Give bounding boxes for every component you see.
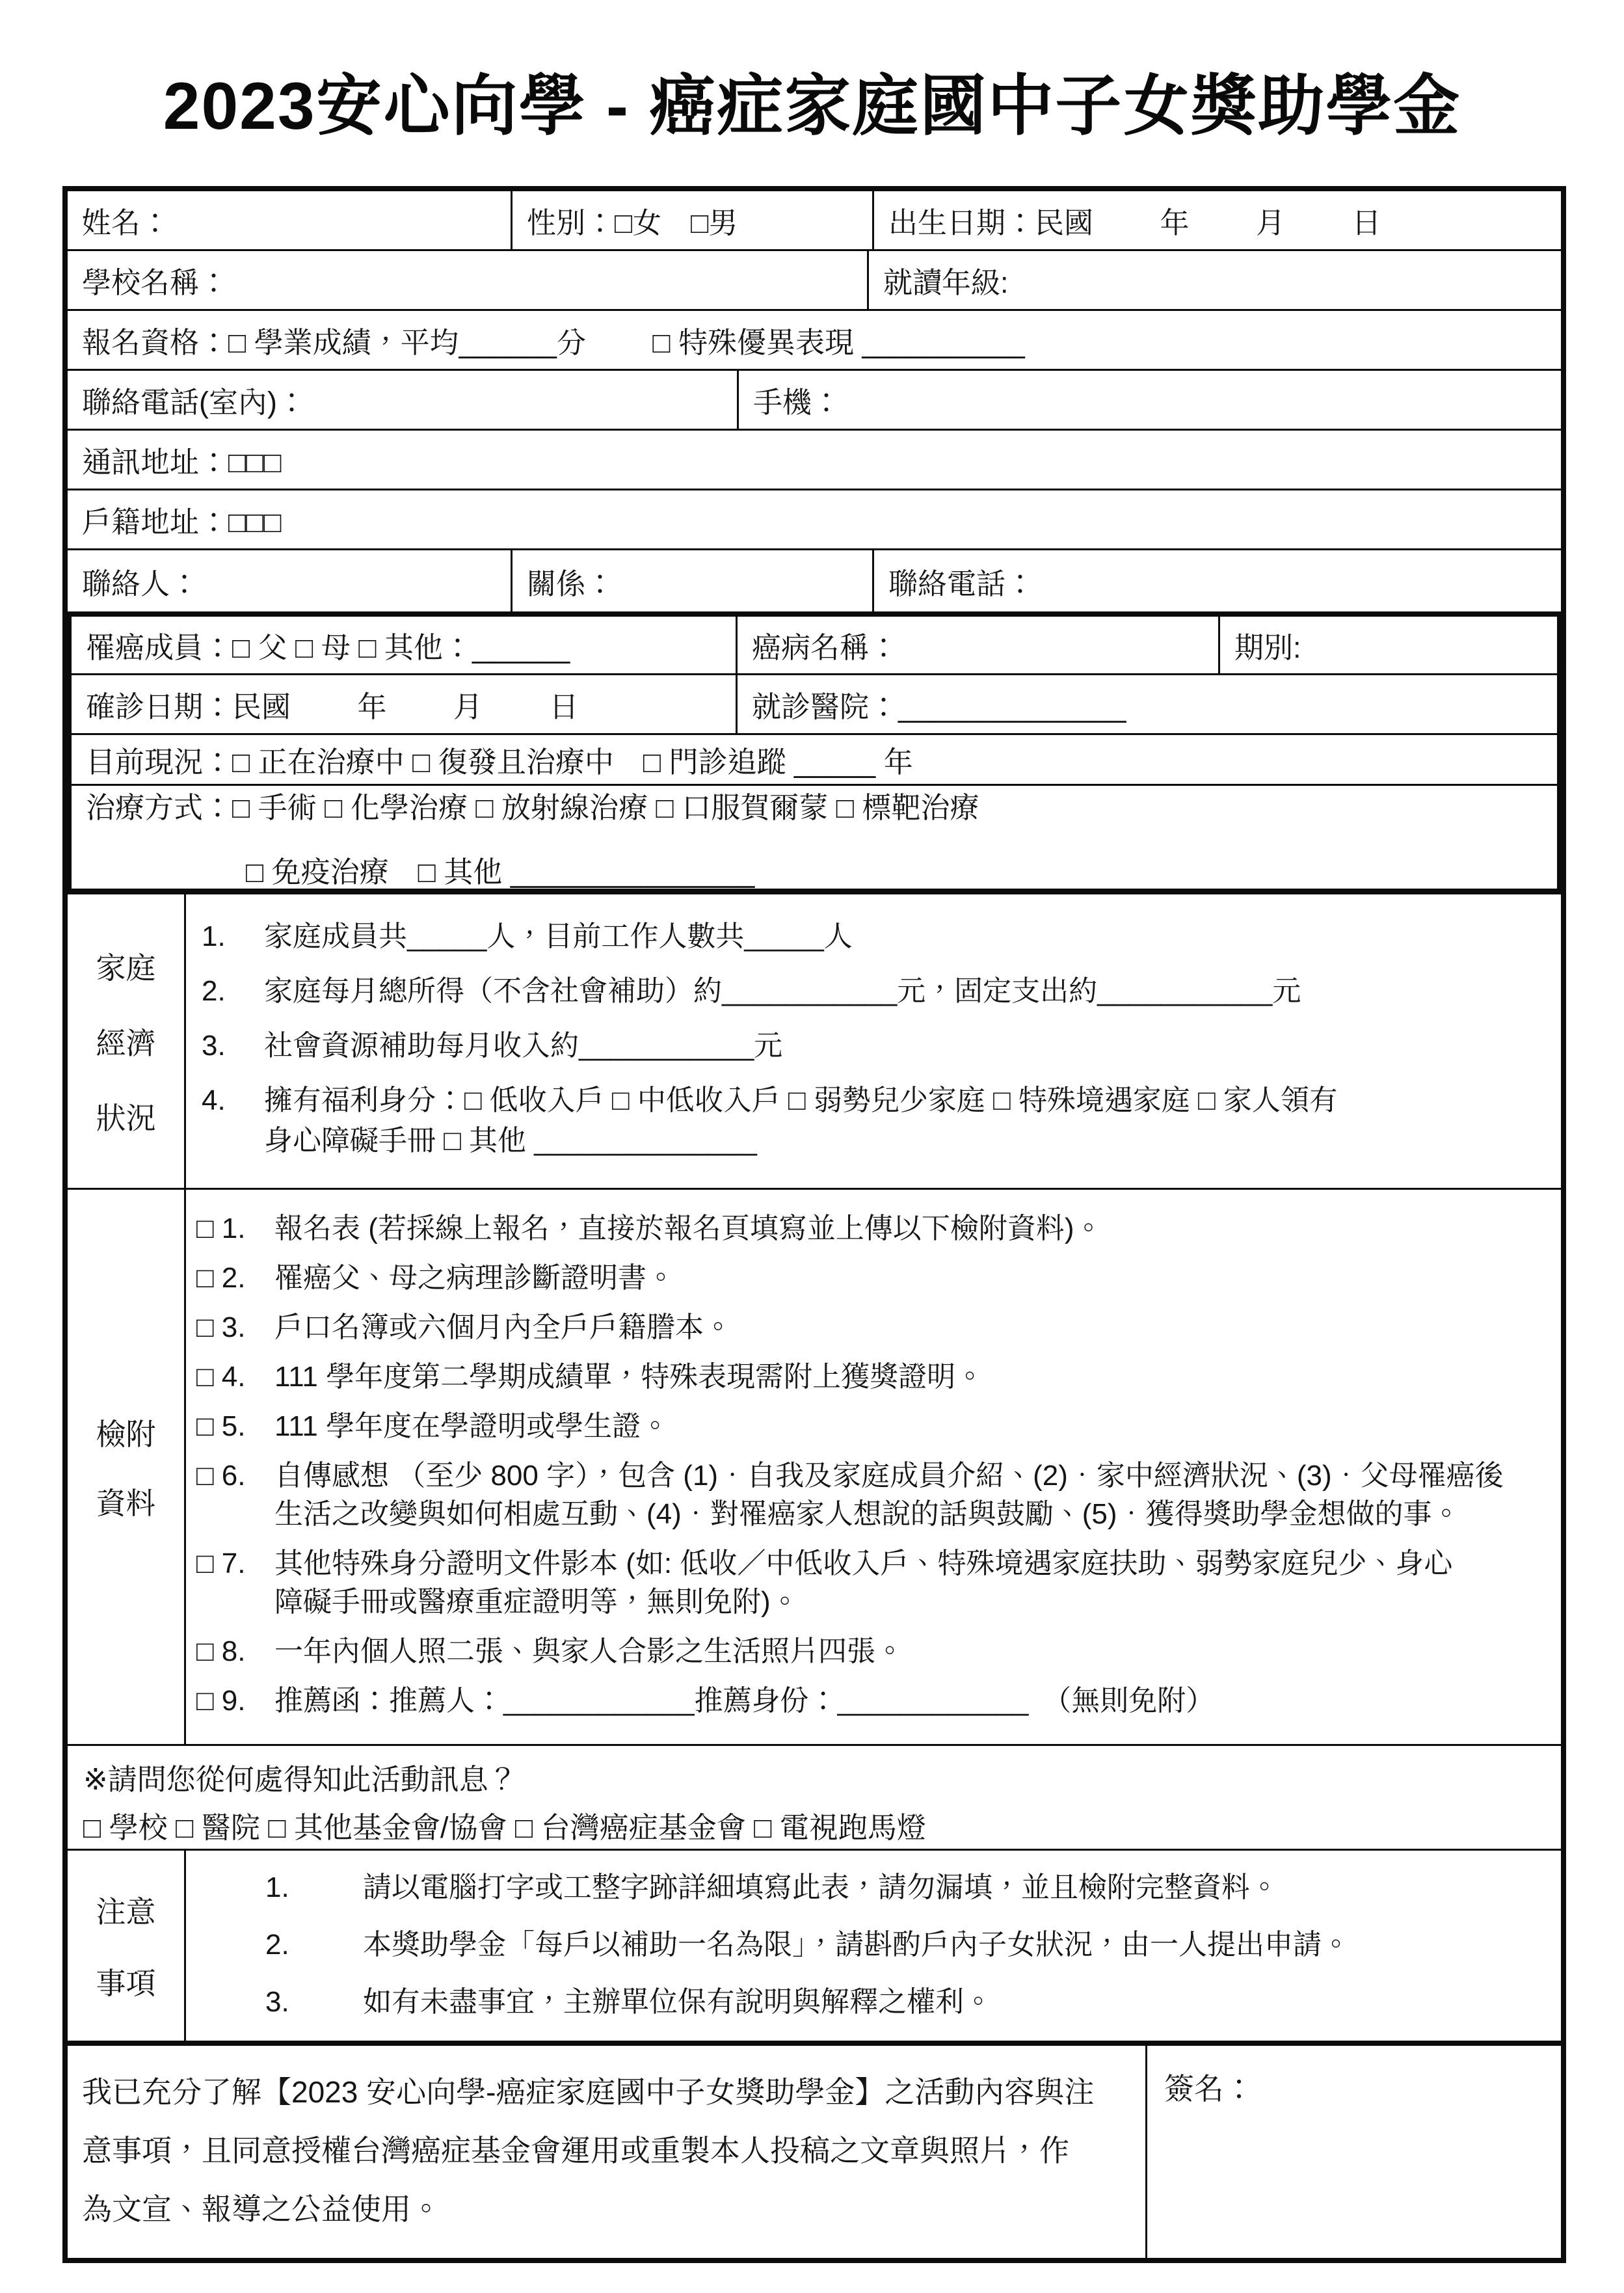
row-cancer-member — [72, 617, 1557, 675]
economy-item-4-lines: 擁有福利身分：□ 低收入戶 □ 中低收入戶 □ 弱勢兒少家庭 □ 特殊境遇家庭 □ 家人領有 身心障礙手冊 □ 其他 ______________ — [264, 1084, 1338, 1157]
home-phone-field: 聯絡電話(室內)： — [68, 371, 739, 429]
row-phone-mobile — [68, 371, 1561, 431]
row-contact — [68, 550, 1561, 611]
notice-label-1: 注意 — [96, 1895, 156, 1929]
row-treatment — [72, 786, 1557, 889]
declaration-text: 我已充分了解【2023 安心向學-癌症家庭國中子女獎助學金】之活動內容與注 意事項，且同意授權台灣癌症基金會運用或重製本人投稿之文章與照片，作 為文宣、報導之公益使用。 — [68, 2046, 1147, 2258]
document-item-3: □ 3. 戶口名簿或六個月內全戶戶籍謄本。 — [196, 1311, 732, 1343]
row-mailing-address — [68, 431, 1561, 490]
family-economy-label-1: 家庭 — [96, 951, 156, 986]
economy-item-3: 3. 社會資源補助每月收入約___________元 — [202, 1030, 783, 1062]
info-source-section — [68, 1746, 1561, 1851]
school-name-field: 學校名稱： — [68, 251, 869, 309]
document-item-4: □ 4. 111 學年度第二學期成績單，特殊表現需附上獲獎證明。 — [196, 1361, 985, 1393]
attached-documents-content — [186, 1190, 1561, 1744]
treatment-line2: □ 免疫治療 □ 其他 _______________ — [246, 855, 755, 889]
treatment-method-field — [72, 786, 1557, 889]
relation-field: 關係： — [512, 550, 874, 611]
treatment-line1: 治療方式：□ 手術 □ 化學治療 □ 放射線治療 □ 口服賀爾蒙 □ 標靶治療 — [86, 791, 979, 824]
mailing-address-field: 通訊地址：□□□ — [82, 446, 282, 479]
form-title: 2023安心向學 - 癌症家庭國中子女獎助學金 — [163, 69, 1461, 143]
economy-item-2: 2. 家庭每月總所得（不含社會補助）約___________元，固定支出約___________元 — [202, 975, 1301, 1007]
gender-field: 性別：□女 □男 — [512, 191, 874, 249]
signature-field: 簽名： — [1164, 2072, 1254, 2106]
cancer-stage-field: 期別: — [1234, 631, 1301, 664]
cancer-name-field: 癌病名稱： — [738, 617, 1220, 673]
info-source-question: ※請問您從何處得知此活動訊息？ — [83, 1763, 518, 1796]
registered-address-field: 戶籍地址：□□□ — [82, 505, 282, 539]
document-item-7-lines: 其他特殊身分證明文件影本 (如: 低收／中低收入戶、特殊境遇家庭扶助、弱勢家庭兒少、身心 障礙手冊或醫療重症證明等，無則免附)。 — [274, 1548, 1453, 1618]
row-current-status — [72, 735, 1557, 786]
notice-item-3: 3. 如有未盡事宜，主辦單位保有說明與解釋之權利。 — [265, 1986, 992, 2018]
info-source-content — [68, 1746, 1561, 1849]
notice-label — [68, 1851, 186, 2041]
info-source-options: □ 學校 □ 醫院 □ 其他基金會/協會 □ 台灣癌症基金會 □ 電視跑馬燈 — [83, 1811, 926, 1844]
qualification-field: 報名資格：□ 學業成績，平均______分 □ 特殊優異表現 __________ — [82, 326, 1025, 359]
document-item-8: □ 8. 一年內個人照二張、與家人合影之生活照片四張。 — [196, 1635, 904, 1667]
birth-date-field: 出生日期：民國 年 月 日 — [888, 206, 1381, 239]
row-school-grade — [68, 251, 1561, 311]
cancer-member-field: 罹癌成員：□ 父 □ 母 □ 其他：______ — [72, 617, 738, 673]
attached-documents-label — [68, 1190, 186, 1744]
economy-item-4: 4. 擁有福利身分：□ 低收入戶 □ 中低收入戶 □ 弱勢兒少家庭 □ 特殊境遇家庭 □ 家人領有 身心障礙手冊 □ 其他 ______________ — [186, 1080, 1561, 1161]
document-item-7: □ 7. 其他特殊身分證明文件影本 (如: 低收／中低收入戶、特殊境遇家庭扶助、弱勢家庭兒少、身心 障礙手冊或醫療重症證明等，無則免附)。 — [186, 1544, 1561, 1621]
notice-item-2: 2. 本獎助學金「每戶以補助一名為限」，請斟酌戶內子女狀況，由一人提出申請。 — [265, 1929, 1350, 1961]
diagnosis-date-field: 確診日期：民國 年 月 日 — [72, 675, 738, 733]
mobile-field: 手機： — [753, 386, 842, 419]
contact-phone-field: 聯絡電話： — [888, 567, 1035, 600]
document-item-2: □ 2. 罹癌父、母之病理診斷證明書。 — [196, 1262, 675, 1294]
document-item-9: □ 9. 推薦函：推薦人：____________推薦身份：____________ （無則免附） — [196, 1685, 1215, 1717]
notice-content — [186, 1851, 1561, 2041]
hospital-field: 就診醫院：______________ — [752, 690, 1126, 723]
name-field: 姓名： — [68, 191, 512, 249]
cancer-info-section — [68, 611, 1561, 894]
document-item-6: □ 6. 自傳感想 （至少 800 字），包含 (1)．自我及家庭成員介紹、(2)．家中經濟狀況、(3)．父母罹癌後 生活之改變與如何相處互動、(4)．對罹癌家人想說的話與鼓勵、(5)．獲得獎助學金想做的事。 — [186, 1456, 1561, 1533]
row-qualification — [68, 311, 1561, 371]
declaration-section — [68, 2041, 1561, 2258]
document-item-6-lines: 自傳感想 （至少 800 字），包含 (1)．自我及家庭成員介紹、(2)．家中經濟狀況、(3)．父母罹癌後 生活之改變與如何相處互動、(4)．對罹癌家人想說的話與鼓勵、(5)．獲得獎助學金想做的事。 — [274, 1460, 1504, 1530]
row-name-gender-birth — [68, 191, 1561, 251]
contact-person-field: 聯絡人： — [68, 550, 512, 611]
family-economy-label-2: 經濟 — [96, 1026, 156, 1060]
current-status-field: 目前現況：□ 正在治療中 □ 復發且治療中 □ 門診追蹤 _____ 年 — [86, 745, 913, 779]
row-registered-address — [68, 490, 1561, 550]
grade-field: 就讀年級: — [883, 266, 1009, 299]
row-diagnosis — [72, 675, 1557, 735]
family-economy-content — [186, 894, 1561, 1188]
notice-section — [68, 1851, 1561, 2041]
family-economy-label — [68, 894, 186, 1188]
document-item-1: □ 1. 報名表 (若採線上報名，直接於報名頁填寫並上傳以下檢附資料)。 — [196, 1213, 1103, 1244]
document-item-5: □ 5. 111 學年度在學證明或學生證。 — [196, 1410, 670, 1442]
family-economy-label-3: 狀況 — [96, 1101, 156, 1135]
notice-item-1: 1. 請以電腦打字或工整字跡詳細填寫此表，請勿漏填，並且檢附完整資料。 — [265, 1871, 1279, 1903]
economy-item-1: 1. 家庭成員共_____人，目前工作人數共_____人 — [202, 920, 853, 952]
application-form-table — [62, 186, 1566, 2263]
family-economy-section — [68, 894, 1561, 1190]
attached-documents-section — [68, 1190, 1561, 1746]
attached-documents-label-2: 資料 — [96, 1486, 156, 1520]
notice-label-2: 事項 — [96, 1966, 156, 2000]
attached-documents-label-1: 檢附 — [96, 1417, 156, 1451]
